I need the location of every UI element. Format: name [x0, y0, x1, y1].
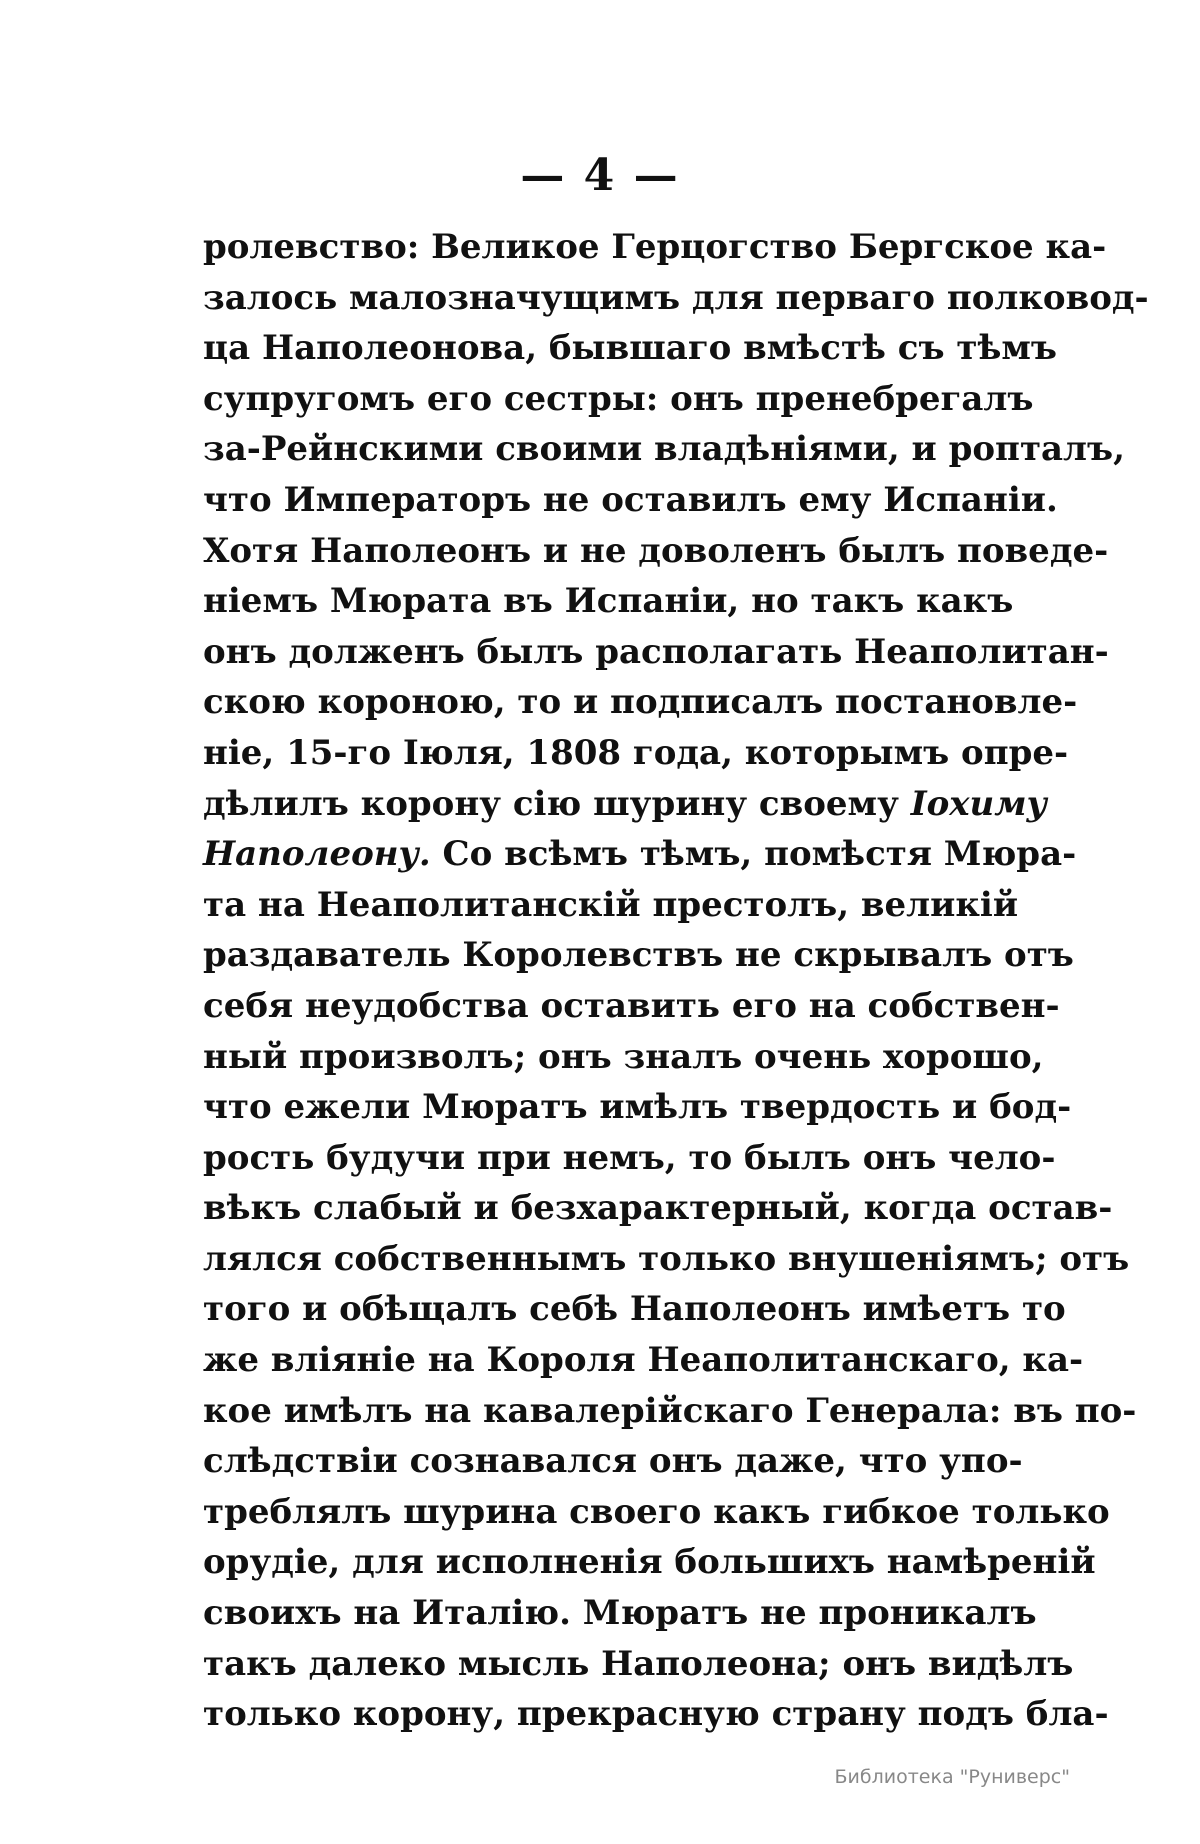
- text-line: ніемъ Мюрата въ Испаніи, но такъ какъ: [203, 581, 1014, 622]
- text-line: ный произволъ; онъ зналъ очень хорошо,: [203, 1036, 1044, 1077]
- text-line: лялся собственнымъ только внушеніямъ; отъ: [203, 1238, 1130, 1279]
- page-number: — 4 —: [520, 150, 680, 201]
- text-line: [203, 829, 1077, 880]
- italic-name: Наполеону.: [203, 834, 431, 875]
- text-line: что ежели Мюратъ имѣлъ твердость и бод-: [203, 1087, 1072, 1128]
- italic-name: Іохиму: [910, 783, 1047, 824]
- text-line: только корону, прекрасную страну подъ бла-: [203, 1694, 1109, 1735]
- text-line: такъ далеко мысль Наполеона; онъ видѣлъ: [203, 1643, 1074, 1684]
- text-line: того и обѣщалъ себѣ Наполеонъ имѣетъ то: [203, 1289, 1066, 1330]
- text-line: скою короною, то и подписалъ постановле-: [203, 682, 1078, 723]
- text-line: залось малозначущимъ для перваго полковод-: [203, 277, 1149, 318]
- text-segment: Со всѣмъ тѣмъ, помѣстя Мюра-: [430, 834, 1077, 875]
- text-line: вѣкъ слабый и безхарактерный, когда остав-: [203, 1188, 1113, 1229]
- text-line: ніе, 15-го Іюля, 1808 года, которымъ опре-: [203, 732, 1069, 773]
- text-line: своихъ на Италію. Мюратъ не проникалъ: [203, 1593, 1037, 1634]
- text-line: рость будучи при немъ, то былъ онъ чело-: [203, 1137, 1056, 1178]
- body-text: [203, 222, 1149, 1740]
- text-line: орудіе, для исполненія большихъ намѣреній: [203, 1542, 1096, 1583]
- watermark: Библиотека "Руниверс": [834, 1766, 1070, 1788]
- text-line: кое имѣлъ на кавалерійскаго Генерала: въ по-: [203, 1390, 1137, 1431]
- text-line: треблялъ шурина своего какъ гибкое только: [203, 1491, 1110, 1532]
- text-line: онъ долженъ былъ располагать Неаполитан-: [203, 631, 1109, 672]
- text-line: супругомъ его сестры: онъ пренебрегалъ: [203, 378, 1034, 419]
- text-line: слѣдствіи сознавался онъ даже, что упо-: [203, 1441, 1023, 1482]
- text-line: Хотя Наполеонъ и не доволенъ былъ поведе-: [203, 530, 1109, 571]
- text-segment: дѣлилъ корону сію шурину своему: [203, 783, 911, 824]
- text-line: за-Рейнскими своими владѣніями, и роптaлъ,: [203, 429, 1125, 470]
- text-line: себя неудобства оставить его на собствен-: [203, 985, 1060, 1026]
- text-line: та на Неаполитанскій престолъ, великій: [203, 884, 1019, 925]
- text-line: [203, 779, 1047, 830]
- text-line: ролевство: Великое Герцогство Бергское ка-: [203, 227, 1107, 267]
- text-line: ца Наполеонова, бывшаго вмѣстѣ съ тѣмъ: [203, 328, 1057, 369]
- text-line: же вліяніе на Короля Неаполитанскаго, ка-: [203, 1340, 1084, 1381]
- text-line: что Императоръ не оставилъ ему Испаніи.: [203, 479, 1058, 520]
- text-line: раздаватель Королевствъ не скрывалъ отъ: [203, 935, 1074, 976]
